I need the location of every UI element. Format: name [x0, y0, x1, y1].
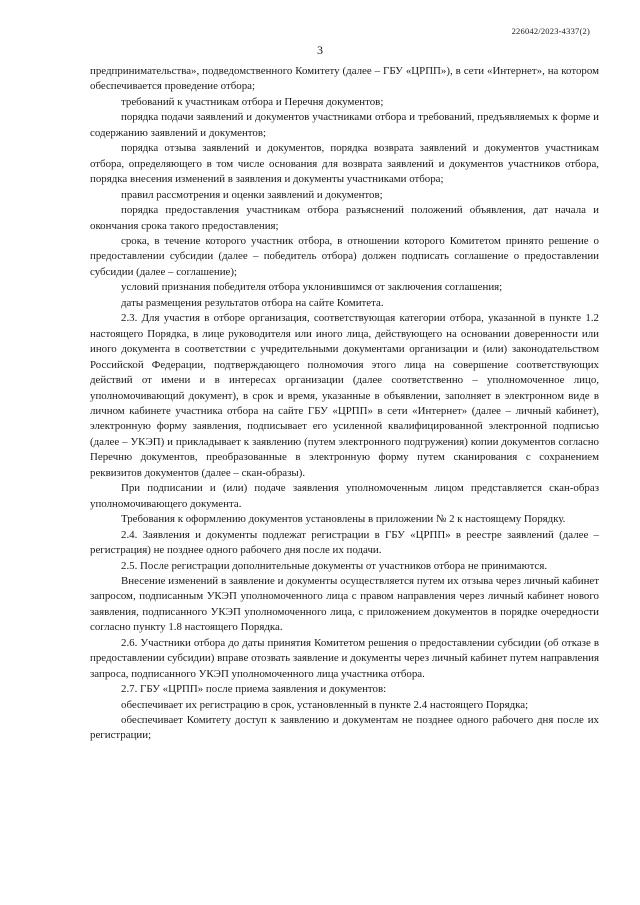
document-number: 226042/2023-4337(2) [511, 26, 590, 36]
paragraph: требований к участникам отбора и Перечня документов; [121, 95, 384, 108]
paragraph: порядка подачи заявлений и документов участниками отбора и требований, предъявляемых к форме и содержанию заявлений и документов; [90, 111, 599, 139]
paragraph: правил рассмотрения и оценки заявлений и документов; [121, 188, 383, 201]
paragraph: обеспечивает Комитету доступ к заявлению и документам не позднее одного рабочего дня после их регистрации; [90, 714, 599, 742]
paragraph: 2.5. После регистрации дополнительные документы от участников отбора не принимаются. [121, 559, 548, 572]
paragraph: Требования к оформлению документов установлены в приложении № 2 к настоящему Порядку. [121, 513, 566, 526]
paragraph: порядка отзыва заявлений и документов, порядка возврата заявлений и документов участникам отбора, определяющего в том числе основания для возврата заявлений и документов участников отбора, порядка внесения изменений в заявления и документы участниками отбора; [90, 142, 599, 186]
paragraph: 2.3. Для участия в отборе организация, соответствующая категории отбора, указанной в пункте 1.2 настоящего Порядка, в лице руководителя или иного лица, действующего на основании доверенности или иного документа в соответствии с учредительными документами организации и (или) законодательством Российской Федерации, подтверждающего полномочия этого лица на совершение соответствующих действий от имени и в интересах организации (далее соответственно – уполномоченное лицо, уполномочивающий документ), в срок и время, указанные в объявлении, заполняет в электронном виде в личном кабинете участника отбора на сайте ГБУ «ЦРПП» в сети «Интернет» (далее – личный кабинет), электронную форму заявления, подписывает его усиленной квалифицированной электронной подписью (далее – УКЭП) и прикладывает к заявлению (путем электронного подгружения) копии документов согласно Перечню документов, преобразованные в электронную форму путем сканирования с сохранением реквизитов документов (далее – скан-образы). [90, 312, 599, 479]
paragraph: При подписании и (или) подаче заявления уполномоченным лицом представляется скан-образ уполномочивающего документа. [90, 482, 599, 510]
paragraph: срока, в течение которого участник отбора, в отношении которого Комитетом принято решение о предоставлении субсидии (далее – победитель отбора) должен подписать соглашение о предоставлении субсидии (далее – соглашение); [90, 234, 599, 278]
page-number: 3 [317, 43, 323, 57]
paragraph: условий признания победителя отбора уклонившимся от заключения соглашения; [121, 281, 503, 294]
paragraph: даты размещения результатов отбора на сайте Комитета. [121, 296, 384, 309]
paragraph: 2.7. ГБУ «ЦРПП» после приема заявления и документов: [121, 683, 387, 696]
document-body [90, 64, 599, 744]
paragraph: обеспечивает их регистрацию в срок, установленный в пункте 2.4 настоящего Порядка; [121, 698, 529, 711]
paragraph: Внесение изменений в заявление и документы осуществляется путем их отзыва через личный кабинет запросом, подписанным УКЭП уполномоченного лица с правом направления через личный кабинет нового заявления, подписанного УКЭП уполномоченного лица, с приложением документов в порядке очередности согласно пункту 1.8 настоящего Порядка. [90, 574, 599, 634]
paragraph: 2.4. Заявления и документы подлежат регистрации в ГБУ «ЦРПП» в реестре заявлений (далее – регистрация) не позднее одного рабочего дня после их подачи. [90, 528, 599, 557]
paragraph: 2.6. Участники отбора до даты принятия Комитетом решения о предоставлении субсидии (об отказе в предоставлении субсидии) вправе отозвать заявление и документы через личный кабинет путем направления запроса, подписанного УКЭП уполномоченного лица участника отбора. [90, 636, 599, 680]
paragraph: порядка предоставления участникам отбора разъяснений положений объявления, дат начала и окончания срока такого предоставления; [90, 204, 599, 232]
paragraph: предпринимательства», подведомственного Комитету (далее – ГБУ «ЦРПП»), в сети «Интернет», на котором обеспечивается проведение отбора; [90, 65, 599, 93]
